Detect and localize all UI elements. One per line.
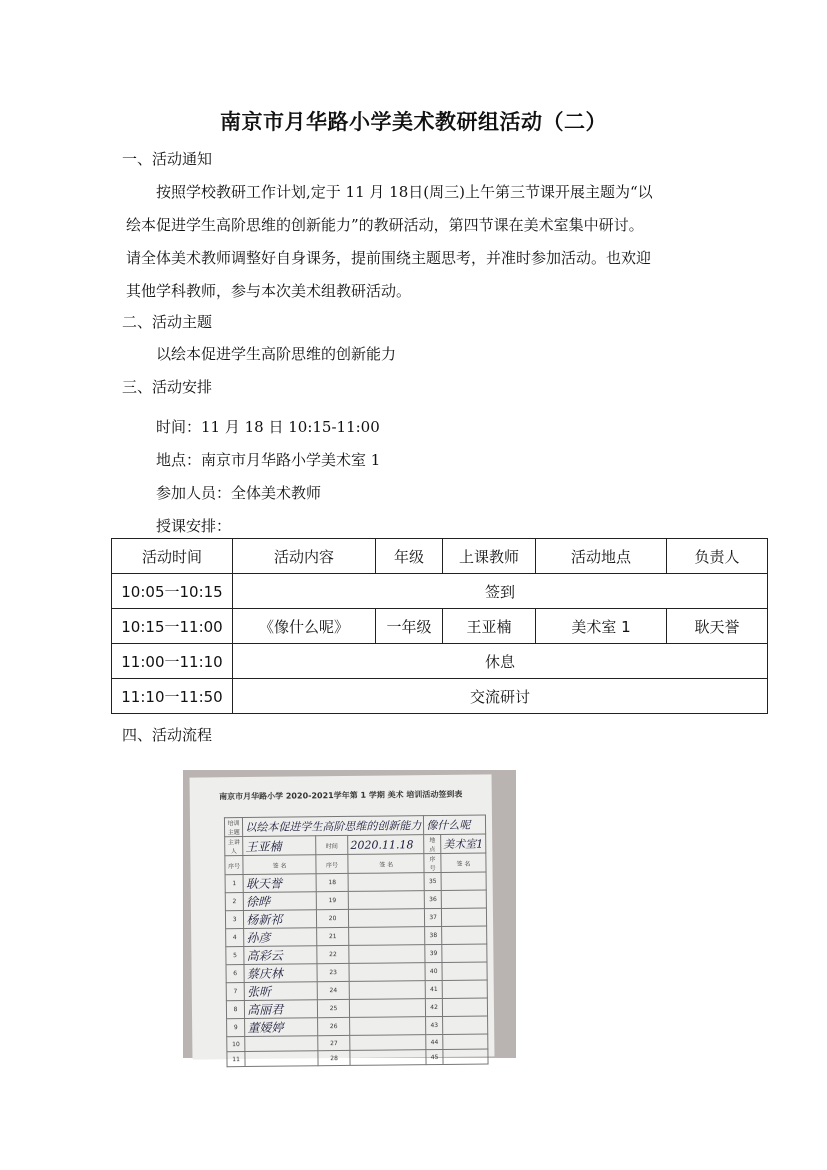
signin-number: 27 xyxy=(318,1035,351,1050)
signature-empty xyxy=(443,1016,488,1034)
row-content: 休息 xyxy=(233,644,768,679)
schedule-table xyxy=(111,538,768,714)
row-content: 签到 xyxy=(233,574,768,609)
signature-empty xyxy=(348,873,424,892)
signin-number: 28 xyxy=(318,1050,351,1065)
signature-empty xyxy=(348,891,424,910)
topic-value: 以绘本促进学生高阶思维的创新能力 xyxy=(243,816,424,837)
header-cell: 上课教师 xyxy=(443,539,536,574)
signature: 高彩云 xyxy=(244,946,317,965)
signin-number: 1 xyxy=(225,875,243,893)
signature-empty xyxy=(350,999,426,1018)
header-cell: 年级 xyxy=(376,539,443,574)
signin-sheet-title: 南京市月华路小学 2020-2021学年第 1 学期 美术 培训活动签到表 xyxy=(219,789,463,802)
signin-number: 3 xyxy=(225,911,243,929)
col-no: 序号 xyxy=(424,853,441,872)
signature-empty xyxy=(442,926,487,944)
signature: 高丽君 xyxy=(245,1000,318,1019)
signature-empty xyxy=(441,872,486,890)
signin-number: 25 xyxy=(317,999,350,1017)
row-content: 交流研讨 xyxy=(233,679,768,714)
row-content: 《像什么呢》 xyxy=(233,609,376,644)
signature: 蔡庆林 xyxy=(244,964,317,983)
presenter-value: 王亚楠 xyxy=(243,836,316,856)
signature: 张昕 xyxy=(244,982,317,1001)
row-time: 10:05一10:15 xyxy=(112,574,233,609)
row-grade: 一年级 xyxy=(376,609,443,644)
topic-extra: 像什么呢 xyxy=(424,815,486,835)
signature-empty xyxy=(350,1050,426,1066)
signature: 杨新祁 xyxy=(244,910,317,929)
signature-empty xyxy=(442,980,487,998)
signature-empty xyxy=(349,909,425,928)
signature-empty xyxy=(350,1035,426,1051)
signature-empty xyxy=(441,908,486,926)
signature: 孙彦 xyxy=(244,928,317,947)
section-heading-process: 四、活动流程 xyxy=(122,726,213,744)
signature-empty xyxy=(443,1049,488,1064)
topic-label: 培训主题 xyxy=(224,818,242,837)
schedule-row xyxy=(112,679,768,714)
signature-empty xyxy=(442,998,487,1016)
signin-number: 23 xyxy=(317,963,350,981)
arrangement-time: 时间：11 月 18 日 10:15-11:00 xyxy=(156,418,380,436)
time-label: 时间 xyxy=(316,835,349,854)
signin-number: 18 xyxy=(316,873,349,891)
signin-number: 20 xyxy=(316,909,349,927)
signin-number: 19 xyxy=(316,891,349,909)
signature-empty xyxy=(349,927,425,946)
schedule-header-row xyxy=(112,539,768,574)
notice-line-3: 请全体美术教师调整好自身课务，提前围绕主题思考，并准时参加活动。也欢迎 xyxy=(126,249,652,267)
signin-number: 43 xyxy=(426,1016,443,1034)
signin-number: 11 xyxy=(227,1052,245,1067)
signin-row xyxy=(227,1049,488,1067)
signin-number: 10 xyxy=(227,1037,245,1052)
signature xyxy=(245,1051,318,1067)
arrangement-schedule-label: 授课安排： xyxy=(156,517,232,535)
signature-empty xyxy=(441,890,486,908)
signin-number: 7 xyxy=(226,983,244,1001)
signin-number: 45 xyxy=(426,1049,443,1064)
notice-line-4: 其他学科教师，参与本次美术组教研活动。 xyxy=(126,282,412,300)
signin-number: 44 xyxy=(426,1034,443,1049)
document-title: 南京市月华路小学美术教研组活动（二） xyxy=(220,110,607,134)
arrangement-people: 参加人员：全体美术教师 xyxy=(156,484,322,502)
row-time: 11:00一11:10 xyxy=(112,644,233,679)
header-cell: 活动内容 xyxy=(233,539,376,574)
signin-number: 26 xyxy=(317,1017,350,1035)
signin-number: 21 xyxy=(316,927,349,945)
row-time: 11:10一11:50 xyxy=(112,679,233,714)
schedule-row xyxy=(112,609,768,644)
signin-number: 2 xyxy=(225,893,243,911)
signin-sheet xyxy=(190,774,495,1063)
col-no: 序号 xyxy=(316,854,349,873)
signin-number: 22 xyxy=(317,945,350,963)
col-sign: 签 名 xyxy=(348,854,424,874)
signin-number: 36 xyxy=(424,890,441,908)
signin-number: 41 xyxy=(425,980,442,998)
schedule-row xyxy=(112,574,768,609)
notice-line-1: 按照学校教研工作计划,定于 11 月 18日(周三)上午第三节课开展主题为“以 xyxy=(156,183,653,201)
signin-number: 5 xyxy=(226,947,244,965)
signature xyxy=(245,1036,318,1052)
signature-empty xyxy=(349,945,425,964)
header-cell: 负责人 xyxy=(667,539,768,574)
col-no: 序号 xyxy=(225,856,243,875)
signature-empty xyxy=(349,981,425,1000)
signin-number: 8 xyxy=(226,1001,244,1019)
signature: 徐晔 xyxy=(243,892,316,911)
signin-number: 24 xyxy=(317,981,350,999)
theme-text: 以绘本促进学生高阶思维的创新能力 xyxy=(156,345,397,363)
arrangement-place: 地点：南京市月华路小学美术室 1 xyxy=(156,451,381,469)
row-location: 美术室 1 xyxy=(536,609,667,644)
row-teacher: 王亚楠 xyxy=(443,609,536,644)
section-heading-theme: 二、活动主题 xyxy=(122,313,213,331)
signature: 耿天誉 xyxy=(243,874,316,893)
schedule-row xyxy=(112,644,768,679)
row-owner: 耿天誉 xyxy=(667,609,768,644)
signin-number: 37 xyxy=(425,908,442,926)
signature: 董嫒婷 xyxy=(245,1018,318,1037)
signin-number: 39 xyxy=(425,944,442,962)
signin-number: 4 xyxy=(226,929,244,947)
signature-empty xyxy=(442,944,487,962)
row-time: 10:15一11:00 xyxy=(112,609,233,644)
signin-number: 6 xyxy=(226,965,244,983)
section-heading-arrangement: 三、活动安排 xyxy=(122,378,213,396)
signin-number: 35 xyxy=(424,872,441,890)
signin-number: 38 xyxy=(425,926,442,944)
notice-line-2: 绘本促进学生高阶思维的创新能力”的教研活动，第四节课在美术室集中研讨。 xyxy=(126,216,644,234)
col-sign: 签 名 xyxy=(441,853,486,872)
place-value: 美术室1 xyxy=(441,834,486,853)
signin-number: 9 xyxy=(227,1019,245,1037)
signature-empty xyxy=(349,963,425,982)
presenter-label: 主讲人 xyxy=(225,837,243,856)
section-heading-notice: 一、活动通知 xyxy=(122,150,213,168)
signature-empty xyxy=(442,962,487,980)
header-cell: 活动地点 xyxy=(536,539,667,574)
col-sign: 签 名 xyxy=(243,855,316,875)
signin-table xyxy=(224,814,489,1067)
signature-empty xyxy=(443,1034,488,1049)
signin-rows xyxy=(225,872,488,1067)
time-value: 2020.11.18 xyxy=(348,835,424,855)
signin-sheet-photo xyxy=(183,770,516,1063)
header-cell: 活动时间 xyxy=(112,539,233,574)
signin-number: 42 xyxy=(426,998,443,1016)
signin-number: 40 xyxy=(425,962,442,980)
signature-empty xyxy=(350,1017,426,1036)
place-label: 地点 xyxy=(424,834,441,853)
